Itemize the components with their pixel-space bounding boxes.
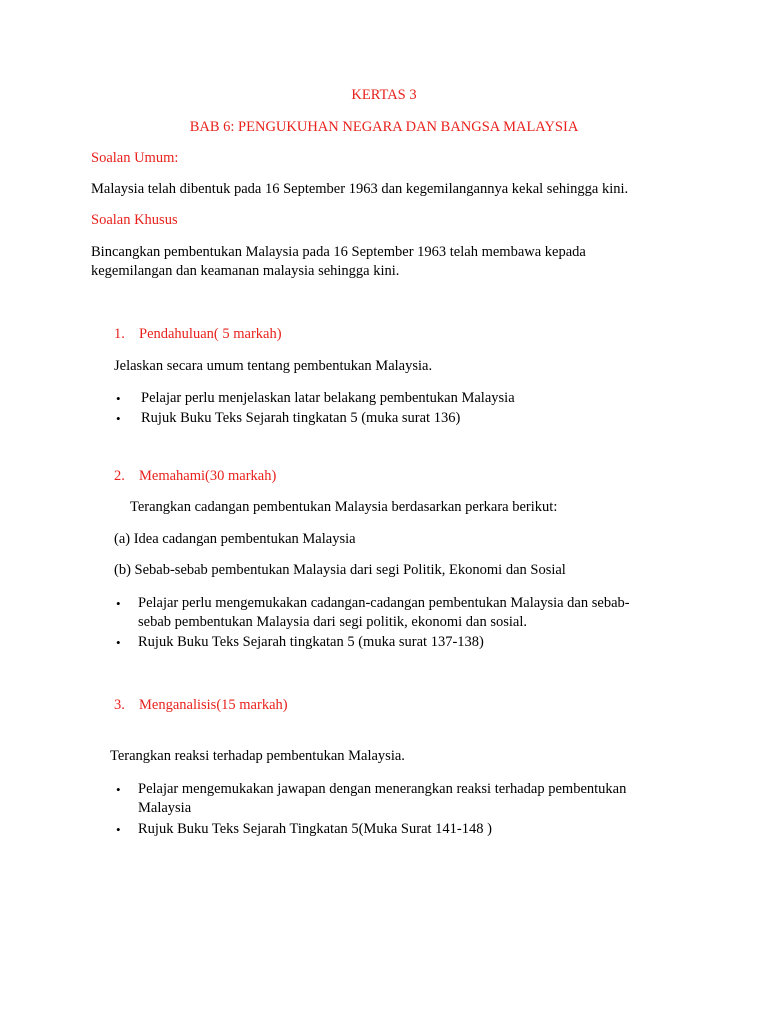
soalan-khusus-line-1: Bincangkan pembentukan Malaysia pada 16 September 1963 telah membawa kepada (91, 244, 586, 260)
bullet-icon: • (116, 391, 121, 406)
bullet-icon: • (116, 822, 121, 837)
section-2-item-a: (a) Idea cadangan pembentukan Malaysia (114, 531, 356, 547)
soalan-umum-text: Malaysia telah dibentuk pada 16 September 1963 dan kegemilangannya kekal sehingga kini. (91, 181, 629, 197)
section-1-intro: Jelaskan secara umum tentang pembentukan Malaysia. (114, 358, 433, 374)
section-2-item-b: (b) Sebab-sebab pembentukan Malaysia dari segi Politik, Ekonomi dan Sosial (114, 562, 566, 578)
section-1-bullet-2: Rujuk Buku Teks Sejarah tingkatan 5 (muka surat 136) (141, 410, 461, 426)
section-3-intro: Terangkan reaksi terhadap pembentukan Malaysia. (110, 748, 405, 764)
section-3-bullet-2: Rujuk Buku Teks Sejarah Tingkatan 5(Muka Surat 141-148 ) (138, 821, 492, 837)
section-3-bullet-1-line-2: Malaysia (138, 800, 192, 816)
soalan-umum-heading: Soalan Umum: (91, 150, 179, 166)
bullet-icon: • (116, 411, 121, 426)
document-title: KERTAS 3 (351, 87, 417, 103)
section-3-heading: Menganalisis(15 markah) (139, 697, 288, 713)
section-3-number: 3. (114, 697, 125, 713)
section-3-bullet-1-line-1: Pelajar mengemukakan jawapan dengan menerangkan reaksi terhadap pembentukan (138, 781, 627, 797)
section-1-number: 1. (114, 326, 125, 342)
soalan-khusus-line-2: kegemilangan dan keamanan malaysia sehingga kini. (91, 263, 400, 279)
section-2-bullet-2: Rujuk Buku Teks Sejarah tingkatan 5 (muka surat 137-138) (138, 634, 484, 650)
section-1-bullet-1: Pelajar perlu menjelaskan latar belakang pembentukan Malaysia (141, 390, 515, 406)
section-2-number: 2. (114, 468, 125, 484)
bullet-icon: • (116, 596, 121, 611)
section-2-bullet-1-line-1: Pelajar perlu mengemukakan cadangan-cadangan pembentukan Malaysia dan sebab- (138, 595, 630, 611)
bullet-icon: • (116, 635, 121, 650)
section-2-bullet-1-line-2: sebab pembentukan Malaysia dari segi politik, ekonomi dan sosial. (138, 614, 528, 630)
section-2-intro: Terangkan cadangan pembentukan Malaysia berdasarkan perkara berikut: (130, 499, 558, 515)
bullet-icon: • (116, 782, 121, 797)
section-1-heading: Pendahuluan( 5 markah) (139, 326, 282, 342)
soalan-khusus-heading: Soalan Khusus (91, 212, 178, 228)
section-2-heading: Memahami(30 markah) (139, 468, 277, 484)
document-subtitle: BAB 6: PENGUKUHAN NEGARA DAN BANGSA MALAYSIA (189, 119, 579, 135)
